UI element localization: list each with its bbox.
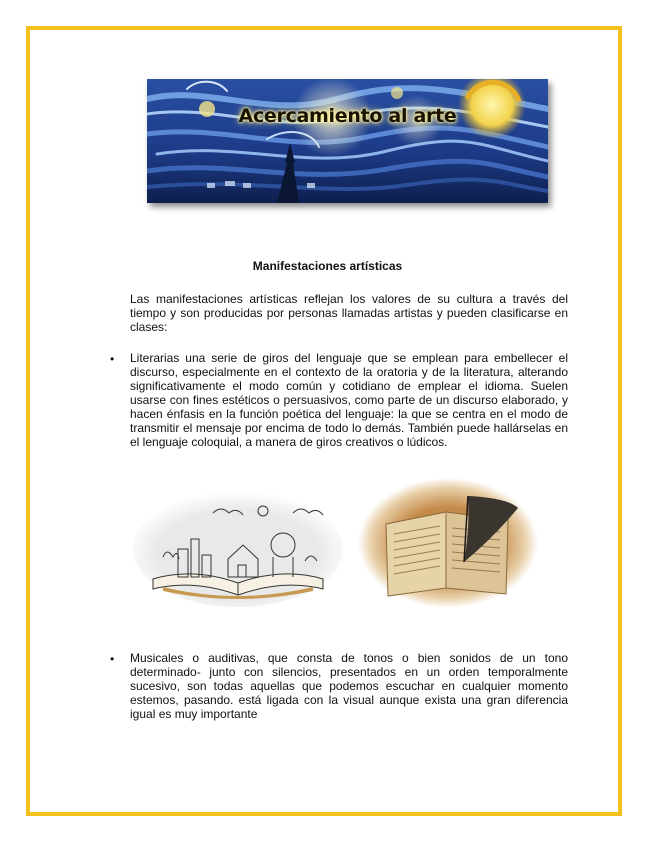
list-item-musicales: Musicales o auditivas, que consta de tonos o bien sonidos de un tono determinado- junto con silencios, presentados en un orden temporalmente sucesivo, son todas aquellas que podemos escuchar en cualquier momento estemos, pasando. está ligada con la visual aunque exista una gran diferencia igual es muy importante (130, 651, 568, 721)
old-book-quill-photo (358, 478, 538, 608)
intro-paragraph: Las manifestaciones artísticas reflejan los valores de su cultura a través del tiempo y son producidas por personas llamadas artistas y pueden clasificarse en clases: (130, 292, 568, 334)
bullet-marker: • (110, 652, 115, 666)
starry-night-painting (147, 79, 548, 203)
header-banner (147, 79, 548, 203)
list-item-literarias: Literarias una serie de giros del lenguaje que se emplean para embellecer el discurso, especialmente en el contexto de la oratoria y de la literatura, alterando significativamente el modo común y cotidiano de emplear el idioma. Suelen usarse con fines estéticos o persuasivos, como parte de un discurso elaborado, y hacen énfasis en la función poética del lenguaje: la que se centra en el modo de transmitir el mensaje por encima de todo lo demás. También puede hallárselas en el lenguaje coloquial, a manera de giros creativos o lúdicos. (130, 351, 568, 449)
section-title: Manifestaciones artísticas (252, 259, 403, 273)
bullet-marker: • (110, 352, 115, 366)
book-doodle-illustration (133, 487, 343, 607)
banner-title: Acercamiento al arte (238, 105, 457, 127)
